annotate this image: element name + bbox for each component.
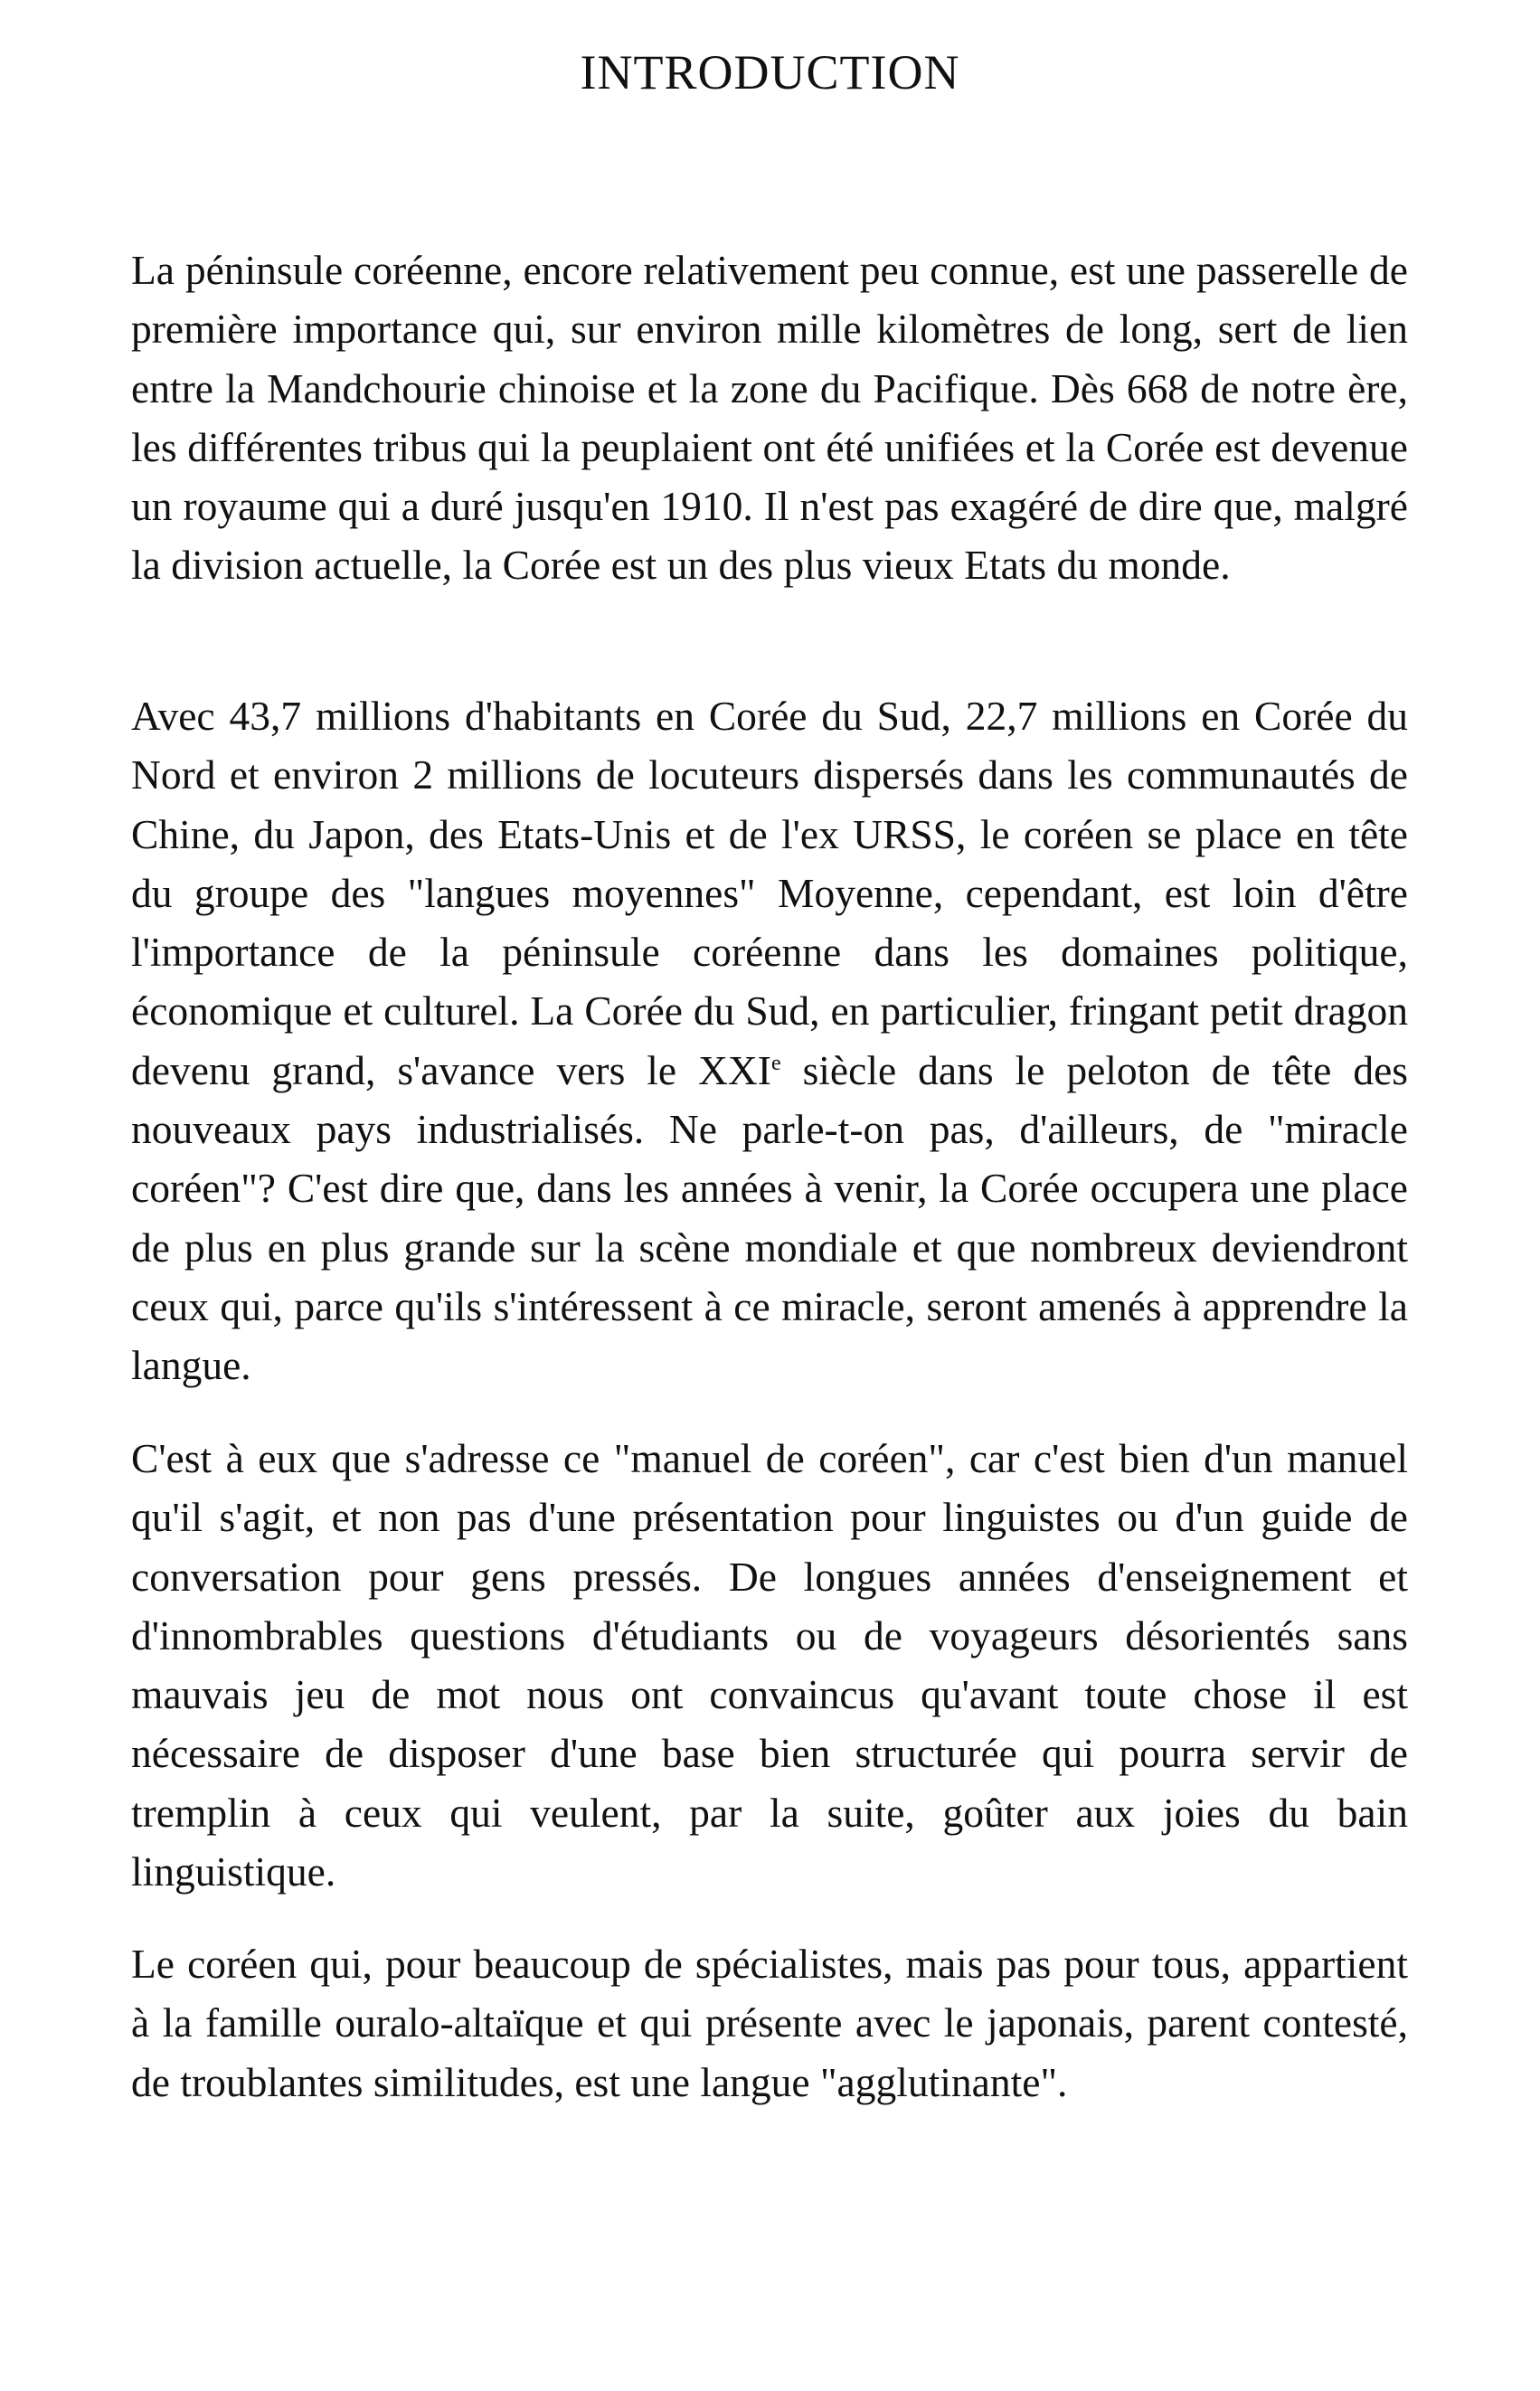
paragraph-1: La péninsule coréenne, encore relativement peu connue, est une passerelle de première importance qui, sur environ mille kilomètres de long, sert de lien entre la Mandchourie chinoise et la zone du Pacifique. Dès 668 de notre ère, les différentes tribus qui la peuplaient ont été unifiées et la Corée est devenue un royaume qui a duré jusqu'en 1910. Il n'est pas exagéré de dire que, malgré la division actuelle, la Corée est un des plus vieux Etats du monde. bbox=[131, 247, 1408, 589]
paragraph-2-text-after: siècle dans le peloton de tête des nouveaux pays industrialisés. Ne parle-t-on pas, d'ailleurs, de "miracle coréen"? C'est dire que, dans les années à venir, la Corée occupera une place de plus en plus grande sur la scène mondiale et que nombreux deviendront ceux qui, parce qu'ils s'intéressent à ce miracle, seront amenés à apprendre la langue. bbox=[131, 1046, 1409, 1389]
paragraph-2 bbox=[131, 686, 1408, 1395]
century-superscript: e bbox=[770, 1051, 781, 1075]
paragraph-2-text-before: Avec 43,7 millions d'habitants en Corée du Sud, 22,7 millions en Corée du Nord et environ 2 millions de locuteurs dispersés dans les communautés de Chine, du Japon, des Etats-Unis et de l'ex URSS, le coréen se place en tête du groupe des "langues moyennes" Moyenne, cependant, est loin d'être l'importance de la péninsule coréenne dans les domaines politique, économique et culturel. La Corée du Sud, en particulier, fringant petit dragon devenu grand, s'avance vers le XXI bbox=[131, 693, 1408, 1093]
page-title: INTRODUCTION bbox=[580, 45, 960, 99]
paragraph-4: Le coréen qui, pour beaucoup de spécialistes, mais pas pour tous, appartient à la famille ouralo-altaïque et qui présente avec le japonais, parent contesté, de troublantes similitudes, est une langue "agglutinante". bbox=[131, 1941, 1408, 2105]
paragraph-3: C'est à eux que s'adresse ce "manuel de coréen", car c'est bien d'un manuel qu'il s'agit, et non pas d'une présentation pour linguistes ou d'un guide de conversation pour gens pressés. De longues années d'enseignement et d'innombrables questions d'étudiants ou de voyageurs désorientés sans mauvais jeu de mot nous ont convaincus qu'avant toute chose il est nécessaire de disposer d'une base bien structurée qui pourra servir de tremplin à ceux qui veulent, par la suite, goûter aux joies du bain linguistique. bbox=[131, 1435, 1408, 1895]
